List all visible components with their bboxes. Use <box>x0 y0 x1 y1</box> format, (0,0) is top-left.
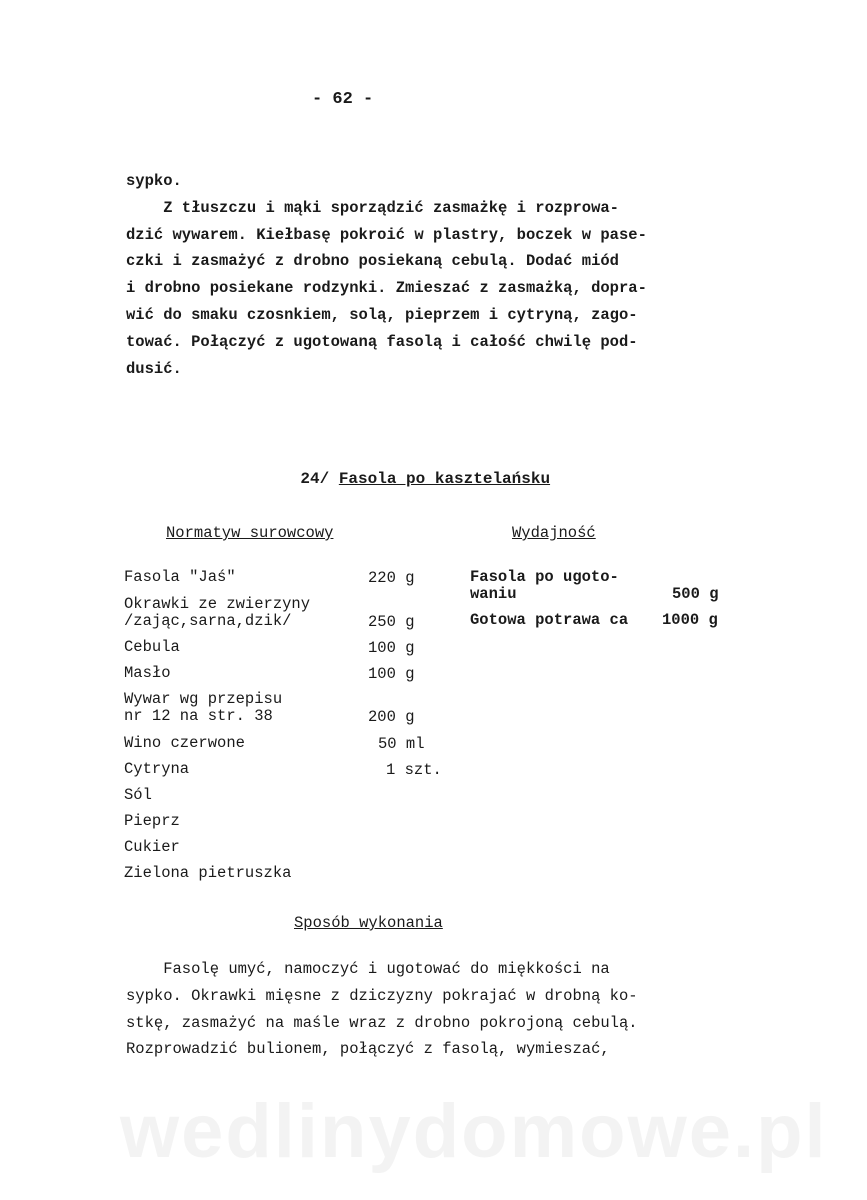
ingredient-qty: 100 g <box>368 665 415 683</box>
ingredient-qty: 220 g <box>368 569 415 587</box>
ingredient-name: Zielona pietruszka <box>124 864 292 882</box>
ingredient-qty: 200 g <box>368 708 415 726</box>
ingredient-qty: 50 ml <box>378 735 425 753</box>
ingredients-header: Normatyw surowcowy <box>166 524 334 542</box>
recipe-title: Fasola po kasztelańsku <box>338 470 551 488</box>
paragraph-line: Z tłuszczu i mąki sporządzić zasmażkę i rozprowa- <box>126 198 619 217</box>
recipe-number: 24/ <box>300 470 330 488</box>
paragraph-line: dzić wywarem. Kiełbasę pokroić w plastry, boczek w pase- <box>126 225 647 244</box>
ingredient-name: Wywar wg przepisu nr 12 na str. 38 <box>124 690 283 725</box>
paragraph-line: czki i zasmażyć z drobno posiekaną cebulą. Dodać miód <box>126 252 619 271</box>
ingredient-name: Cytryna <box>124 760 190 778</box>
ingredient-name: Fasola "Jaś" <box>124 568 236 586</box>
paragraph-line: sypko. Okrawki mięsne z dziczyzny pokrajać w drobną ko- <box>126 986 638 1005</box>
ingredient-name: Sól <box>124 786 152 804</box>
yield-label: Fasola po ugoto- waniu <box>470 568 619 603</box>
page-number: - 62 - <box>312 90 374 109</box>
ingredient-name: Wino czerwone <box>124 734 245 752</box>
paragraph-line: tować. Połączyć z ugotowaną fasolą i całość chwilę pod- <box>126 332 638 351</box>
paragraph-line: stkę, zasmażyć na maśle wraz z drobno pokrojoną cebulą. <box>126 1013 638 1032</box>
yield-header: Wydajność <box>512 524 596 542</box>
ingredient-qty: 100 g <box>368 639 415 657</box>
method-header: Sposób wykonania <box>294 914 443 932</box>
ingredient-name: Cebula <box>124 638 180 656</box>
yield-qty: 500 g <box>672 585 719 603</box>
ingredient-name: Masło <box>124 664 171 682</box>
paragraph-line: sypko. <box>126 172 182 190</box>
paragraph-line: dusić. <box>126 359 182 378</box>
ingredient-qty: 1 szt. <box>386 761 442 779</box>
watermark: wedlinydomowe.pl <box>120 1089 828 1174</box>
method-paragraph <box>126 956 746 1063</box>
yield-label: Gotowa potrawa ca <box>470 611 629 629</box>
paragraph-line: wić do smaku czosnkiem, solą, pieprzem i cytryną, zago- <box>126 305 638 324</box>
paragraph-line: i drobno posiekane rodzynki. Zmieszać z zasmażką, dopra- <box>126 279 647 298</box>
ingredient-name: Pieprz <box>124 812 180 830</box>
recipe-heading <box>262 452 550 506</box>
ingredient-name: Cukier <box>124 838 180 856</box>
yield-qty: 1000 g <box>662 611 718 629</box>
intro-paragraph <box>126 168 746 382</box>
ingredient-name: Okrawki ze zwierzyny /zając,sarna,dzik/ <box>124 595 311 630</box>
ingredient-qty: 250 g <box>368 613 415 631</box>
paragraph-line: Rozprowadzić bulionem, połączyć z fasolą, wymieszać, <box>126 1040 610 1059</box>
paragraph-line: Fasolę umyć, namoczyć i ugotować do miękkości na <box>126 960 610 978</box>
